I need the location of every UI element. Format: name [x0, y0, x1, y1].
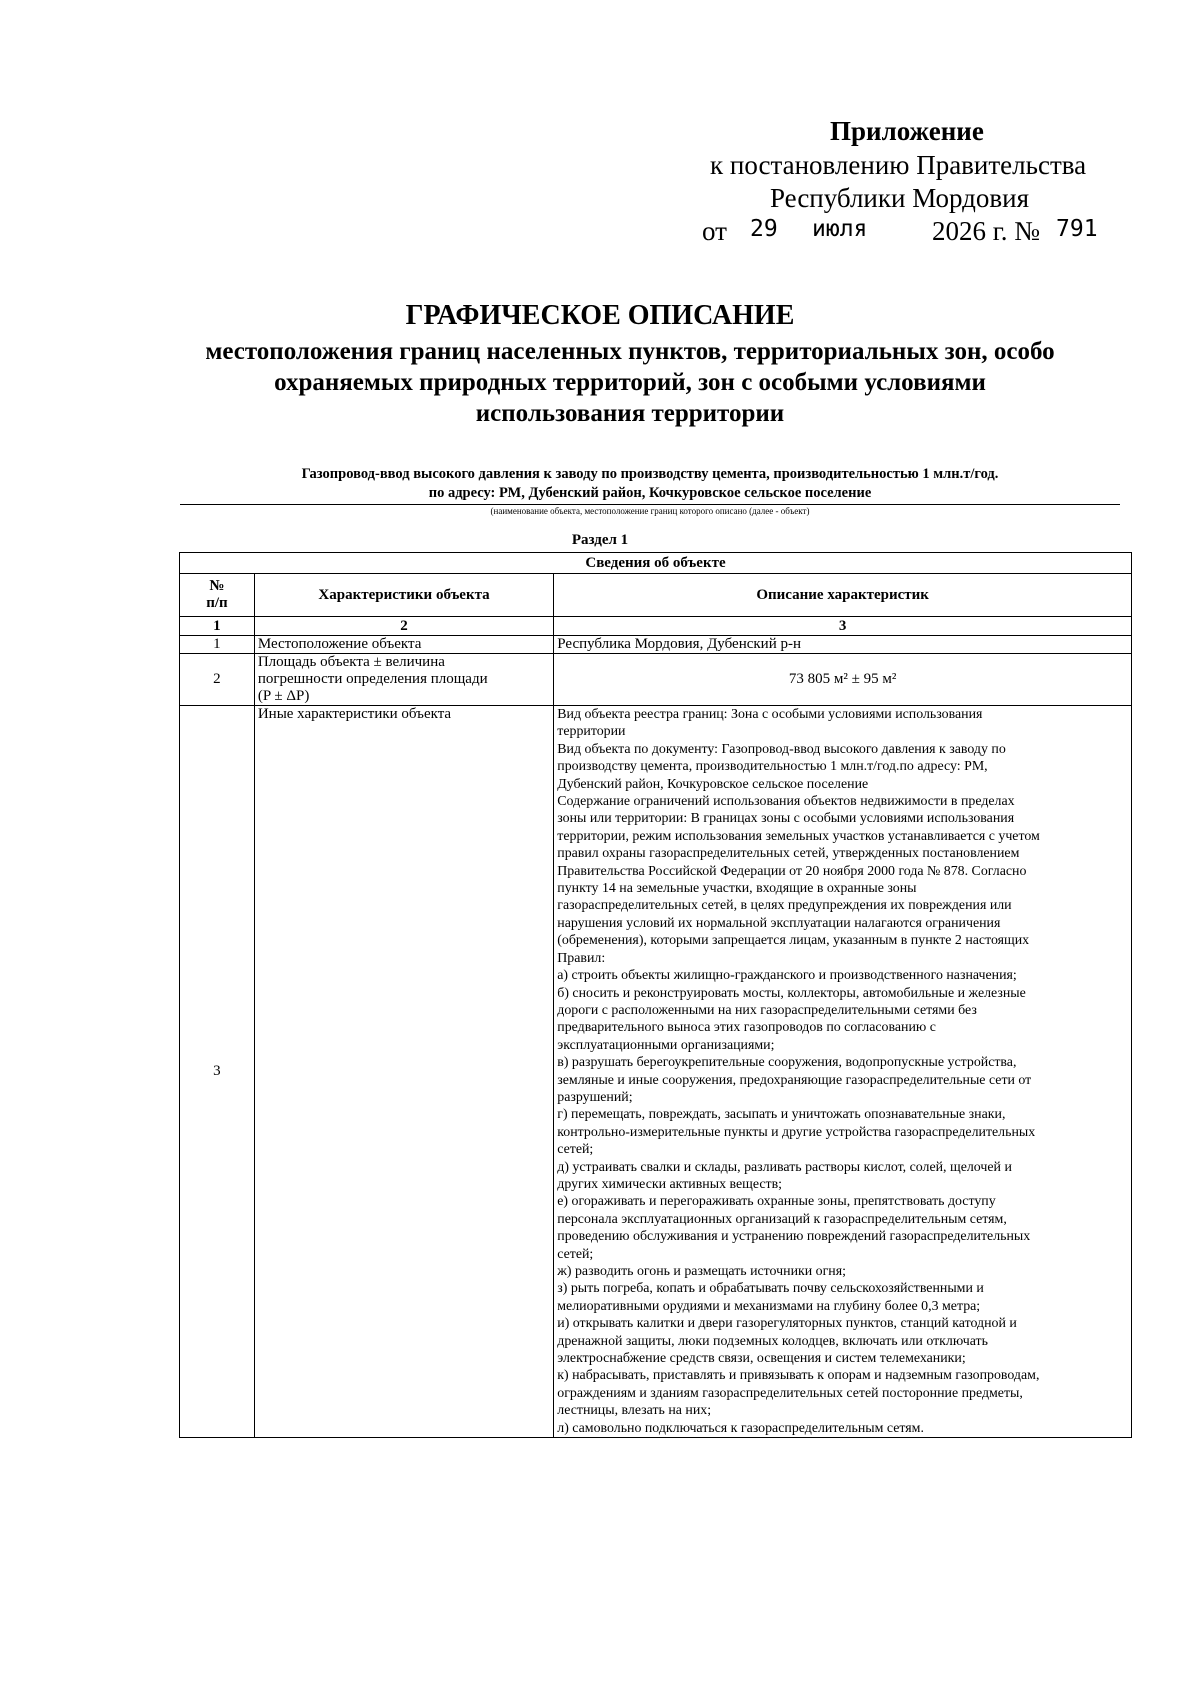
description-line: Вид объекта реестра границ: Зона с особыми условиями использования — [557, 707, 983, 722]
date-day: 29 — [750, 216, 778, 242]
description-line: з) рыть погреба, копать и обрабатывать почву сельскохозяйственными и — [557, 1281, 984, 1297]
description-line: Содержание ограничений использования объектов недвижимости в пределах — [557, 794, 1015, 810]
description-line: персонала эксплуатационных организаций к газораспределительным сетям, — [557, 1211, 1007, 1227]
date-prefix: от — [702, 216, 727, 246]
table-row — [180, 654, 1132, 706]
description-line: д) устраивать свалки и склады, разливать растворы кислот, солей, щелочей и — [557, 1159, 1012, 1175]
appendix-line-3: Республики Мордовия — [770, 183, 1030, 213]
column-number: 1 — [180, 617, 255, 636]
row-number: 3 — [180, 706, 255, 1438]
appendix-title: Приложение — [830, 116, 984, 146]
description-line: сетей; — [557, 1142, 594, 1158]
description-line: б) сносить и реконструировать мосты, коллекторы, автомобильные и железные — [557, 985, 1026, 1001]
row-value: Республика Мордовия, Дубенский р-н — [554, 636, 1132, 654]
description-line: Правительства Российской Федерации от 20 ноября 2000 года № 878. Согласно — [557, 863, 1027, 879]
row-number: 2 — [180, 654, 255, 706]
row-value-long — [554, 706, 1132, 1438]
row-label: Иные характеристики объекта — [254, 706, 553, 1438]
description-line: к) набрасывать, приставлять и привязывать к опорам и надземным газопроводам, — [557, 1368, 1040, 1384]
description-line: контрольно-измерительные пункты и другие устройства газораспределительных — [557, 1124, 1036, 1140]
column-header-description: Описание характеристик — [554, 574, 1132, 617]
description-line: разрушений; — [557, 1089, 633, 1105]
row-value: 73 805 м² ± 95 м² — [554, 654, 1132, 706]
description-line: ограждениям и зданиям газораспределительных сетей посторонние предметы, — [557, 1385, 1023, 1401]
description-line: дороги с расположенными на них газораспределительными сетями без — [557, 1002, 977, 1018]
description-line: электроснабжение средств связи, освещения и систем телемеханики; — [557, 1351, 966, 1367]
table-title: Сведения об объекте — [180, 553, 1132, 574]
table-title-row — [180, 553, 1132, 574]
description-line: территории — [557, 724, 626, 740]
description-line: л) самовольно подключаться к газораспределительным сетям. — [557, 1420, 924, 1436]
object-underline — [180, 504, 1120, 505]
column-number: 3 — [554, 617, 1132, 636]
description-line: территории, режим использования земельных участков устанавливается с учетом — [557, 828, 1040, 844]
object-caption: (наименование объекта, местоположение границ которого описано (далее - объект) — [490, 506, 810, 516]
table-row — [180, 706, 1132, 1438]
description-line: земляные и иные сооружения, предохраняющие газораспределительные сети от — [557, 1072, 1032, 1088]
table-row — [180, 636, 1132, 654]
description-line: (обременения), которыми запрещается лицам, указанным в пункте 2 настоящих — [557, 933, 1030, 949]
column-number: 2 — [254, 617, 553, 636]
row-label — [254, 654, 553, 706]
description-line: пункту 14 на земельные участки, входящие в охранные зоны — [557, 881, 917, 897]
row-label-line: погрешности определения площади — [257, 671, 488, 687]
description-line: производству цемента, производительностью 1 млн.т/год.по адресу: РМ, — [557, 759, 988, 775]
description-line: предварительного выноса этих газопроводов по согласованию с — [557, 1020, 936, 1036]
description-line: ж) разводить огонь и размещать источники огня; — [557, 1264, 846, 1279]
column-header-number: № п/п — [180, 574, 255, 617]
appendix-line-2: к постановлению Правительства — [710, 150, 1087, 180]
object-info-table — [179, 552, 1132, 1438]
description-line: и) открывать калитки и двери газорегуляторных пунктов, станций катодной и — [557, 1316, 1017, 1332]
object-name — [180, 465, 1120, 503]
description-line: мелиоративными орудиями и механизмами на глубину более 0,3 метра; — [557, 1298, 981, 1314]
description-line: других химически активных веществ; — [557, 1176, 782, 1192]
description-line: а) строить объекты жилищно-гражданского и производственного назначения; — [557, 968, 1017, 984]
table-header-row — [180, 574, 1132, 617]
description-line: в) разрушать берегоукрепительные сооружения, водопропускные устройства, — [557, 1055, 1017, 1071]
object-name-line-1: Газопровод-ввод высокого давления к заводу по производству цемента, производительностью 1 млн.т/год. — [301, 466, 999, 482]
description-line: правил охраны газораспределительных сетей, утвержденных постановлением — [557, 846, 1020, 862]
document-subtitle: местоположения границ населенных пунктов, территориальных зон, особо охраняемых природных территорий, зон с особыми условиями использования территории — [205, 338, 1055, 427]
description-line: эксплуатационными организациями; — [557, 1037, 775, 1053]
row-label-line: Площадь объекта ± величина — [257, 654, 445, 670]
description-line: Дубенский район, Кочкуровское сельское поселение — [557, 776, 869, 792]
description-line: газораспределительных сетей, в целях предупреждения их повреждения или — [557, 898, 1012, 914]
column-header-characteristic: Характеристики объекта — [254, 574, 553, 617]
date-year: 2026 г. № — [932, 216, 1041, 246]
section-title: Раздел 1 — [571, 532, 629, 548]
date-month: июля — [812, 216, 868, 242]
document-number: 791 — [1056, 216, 1098, 242]
document-title: ГРАФИЧЕСКОЕ ОПИСАНИЕ — [405, 300, 795, 331]
description-line: дренажной защиты, люки подземных колодцев, включать или отключать — [557, 1333, 988, 1349]
row-label: Местоположение объекта — [254, 636, 553, 654]
description-line: Правил: — [557, 950, 606, 966]
description-line: лестницы, влезать на них; — [557, 1403, 712, 1419]
description-line: сетей; — [557, 1246, 594, 1262]
description-line: е) огораживать и перегораживать охранные зоны, препятствовать доступу — [557, 1194, 996, 1210]
description-line: Вид объекта по документу: Газопровод-ввод высокого давления к заводу по — [557, 741, 1006, 757]
row-label-line: (P ± ΔP) — [257, 688, 310, 704]
description-line: зоны или территории: В границах зоны с особыми условиями использования — [557, 811, 1015, 827]
object-name-line-2: по адресу: РМ, Дубенский район, Кочкуровское сельское поселение — [428, 485, 872, 501]
description-line: нарушения условий их нормальной эксплуатации налагаются ограничения — [557, 915, 1001, 931]
description-line: проведению обслуживания и устранению повреждений газораспределительных — [557, 1229, 1031, 1245]
description-line: г) перемещать, повреждать, засыпать и уничтожать опознавательные знаки, — [557, 1107, 1006, 1123]
table-column-number-row — [180, 617, 1132, 636]
row-number: 1 — [180, 636, 255, 654]
